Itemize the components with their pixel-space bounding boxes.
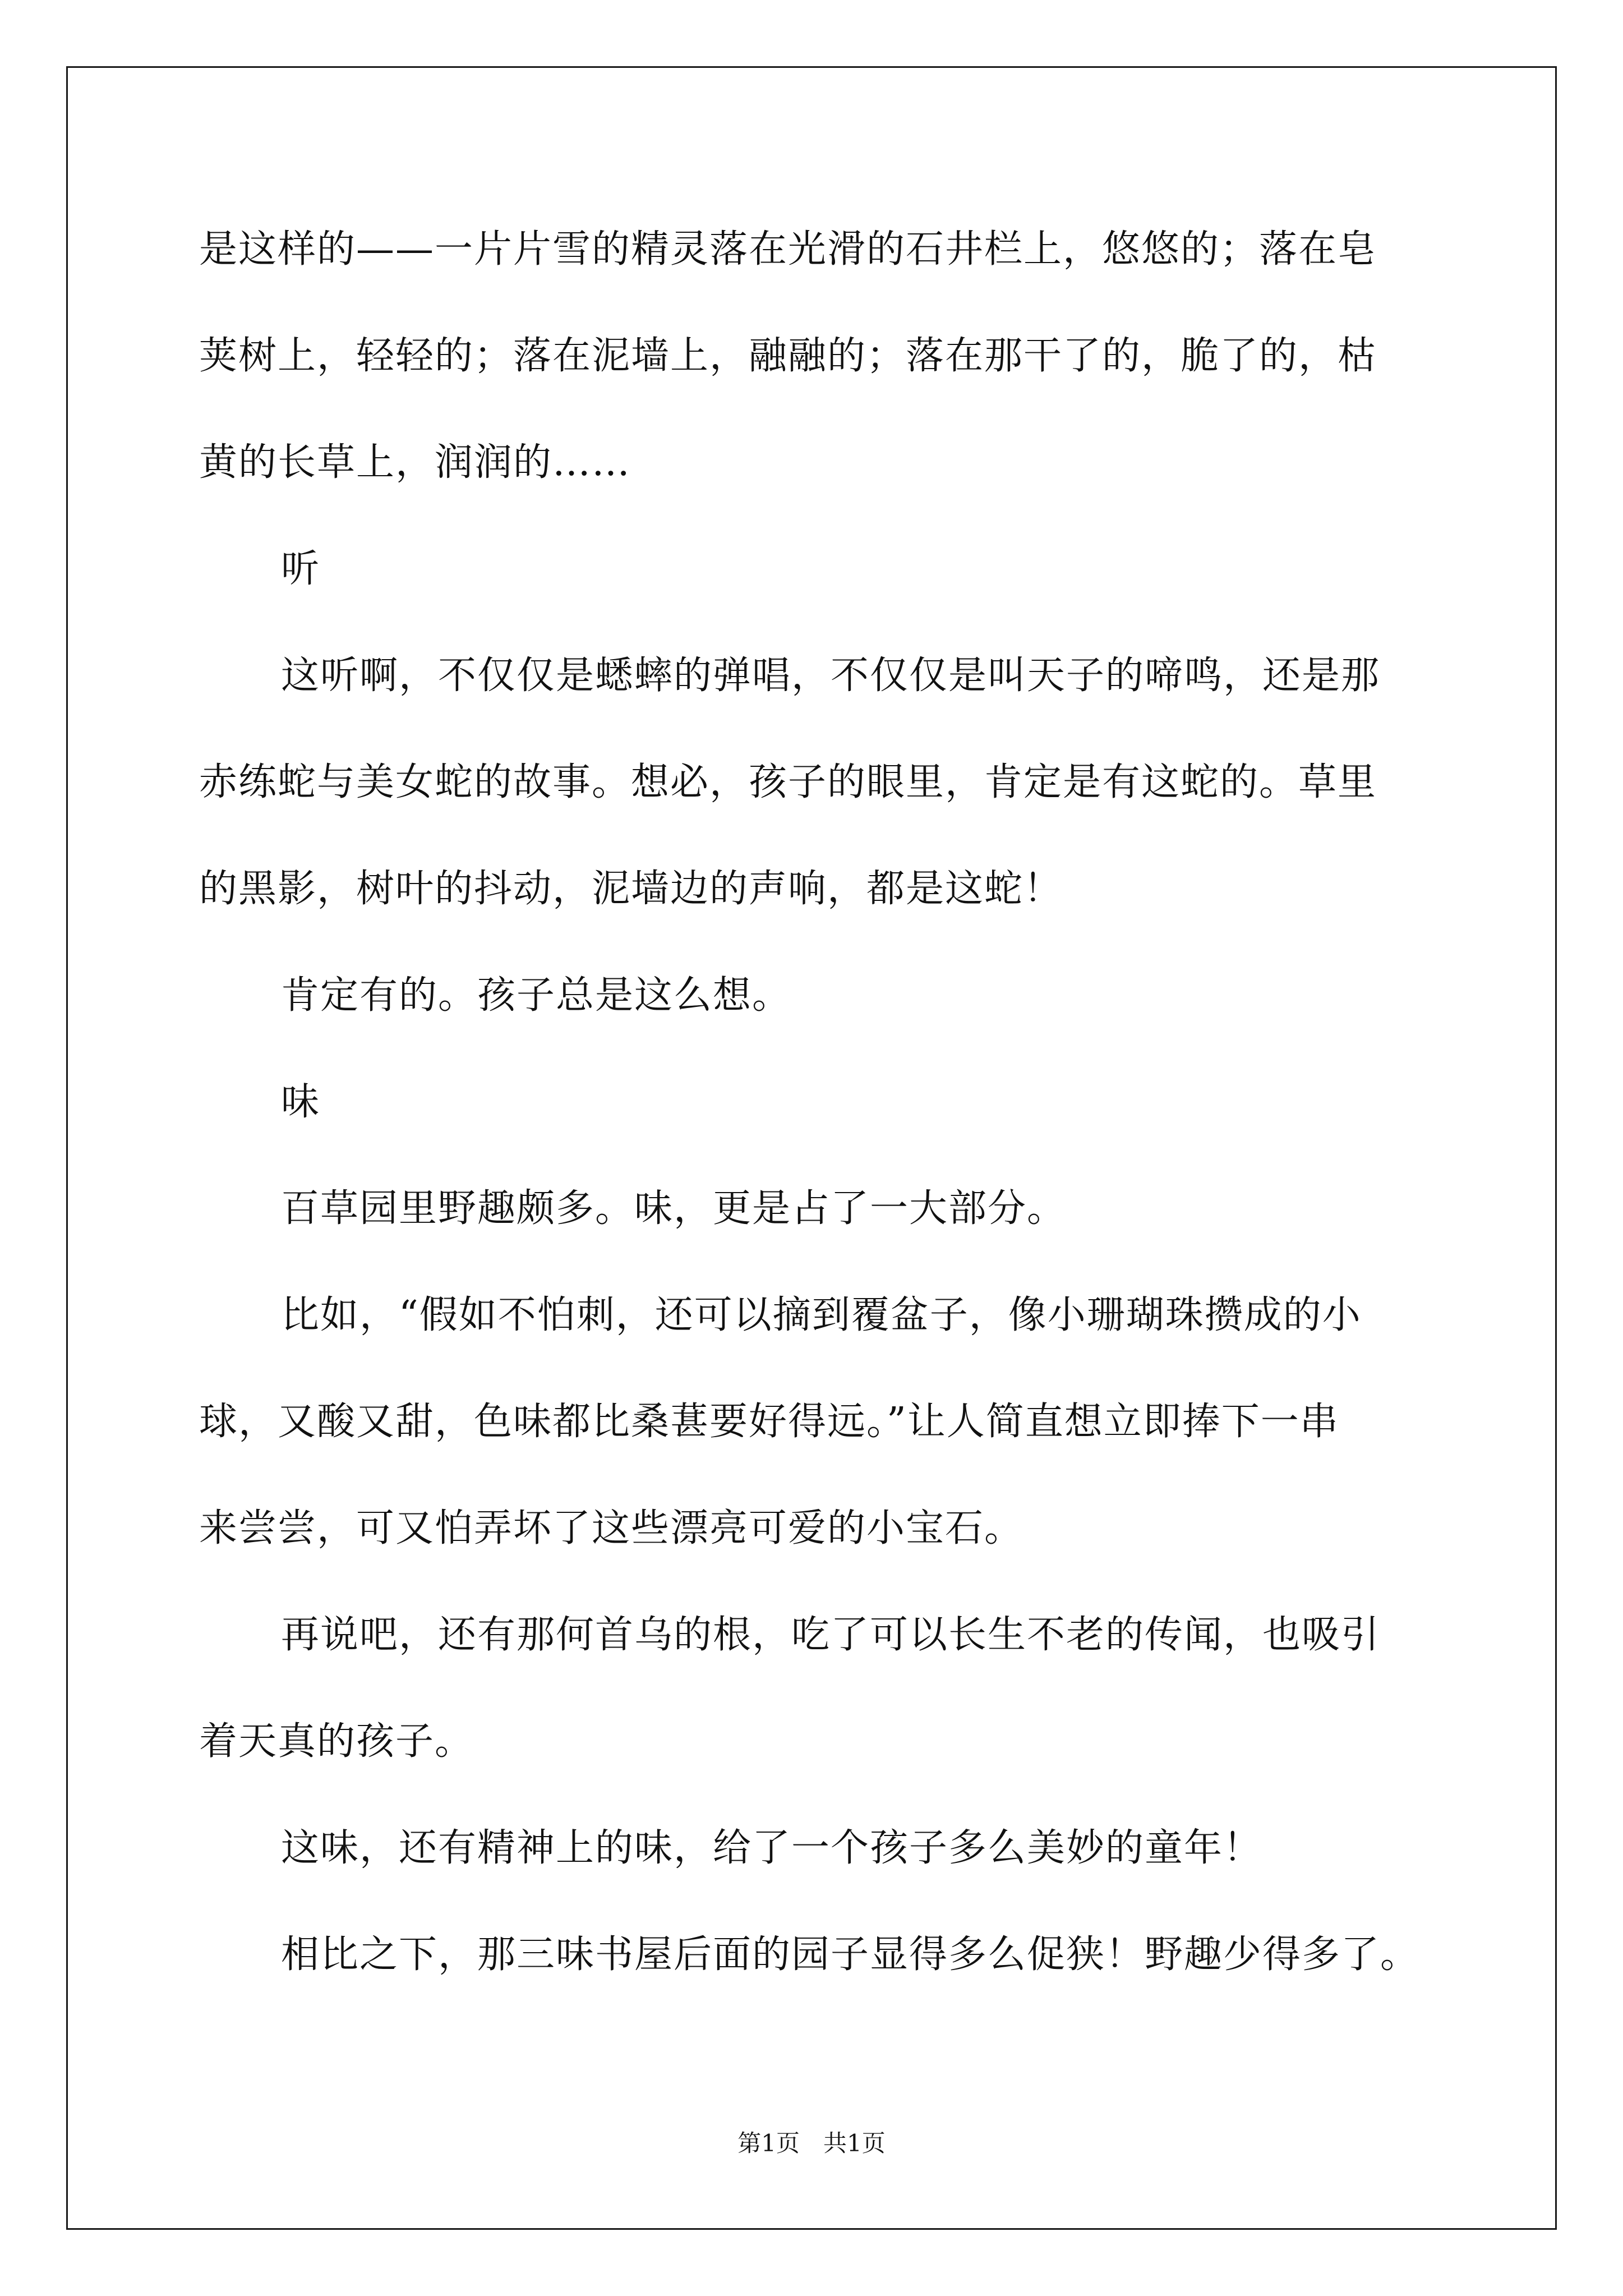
page-number: 第1页 共1页 [737,2129,886,2157]
text-line-10: 百草园里野趣颇多。味，更是占了一大部分。 [281,1186,1067,1231]
text-line-3: 黄的长草上，润润的…… [199,440,631,485]
section-heading-listen: 听 [281,547,321,591]
text-line-12: 球，又酸又甜，色味都比桑葚要好得远。”让人简直想立即捧下一串 [199,1400,1339,1444]
text-line-14: 再说吧，还有那何首乌的根，吃了可以长生不老的传闻，也吸引 [281,1613,1381,1657]
text-line-13: 来尝尝，可又怕弄坏了这些漂亮可爱的小宝石。 [199,1506,1024,1550]
section-heading-taste: 味 [281,1080,321,1124]
text-line-1: 是这样的——一片片雪的精灵落在光滑的石井栏上，悠悠的；落在皂 [199,227,1377,272]
text-line-16: 这味，还有精神上的味，给了一个孩子多么美妙的童年！ [281,1826,1263,1870]
text-line-5: 这听啊，不仅仅是蟋蟀的弹唱，不仅仅是叫天子的啼鸣，还是那 [281,654,1381,698]
text-line-17: 相比之下，那三味书屋后面的园子显得多么促狭！野趣少得多了。 [281,1932,1420,1977]
text-line-11: 比如，“假如不怕刺，还可以摘到覆盆子，像小珊瑚珠攒成的小 [281,1293,1362,1337]
text-line-15: 着天真的孩子。 [199,1719,474,1764]
text-line-6: 赤练蛇与美女蛇的故事。想必，孩子的眼里，肯定是有这蛇的。草里 [199,760,1377,804]
page-border [66,66,1557,2230]
text-line-2: 荚树上，轻轻的；落在泥墙上，融融的；落在那干了的，脆了的，枯 [199,334,1377,378]
text-line-8: 肯定有的。孩子总是这么想。 [281,973,792,1018]
text-line-7: 的黑影，树叶的抖动，泥墙边的声响，都是这蛇！ [199,867,1063,911]
page-footer [0,2125,1623,2159]
